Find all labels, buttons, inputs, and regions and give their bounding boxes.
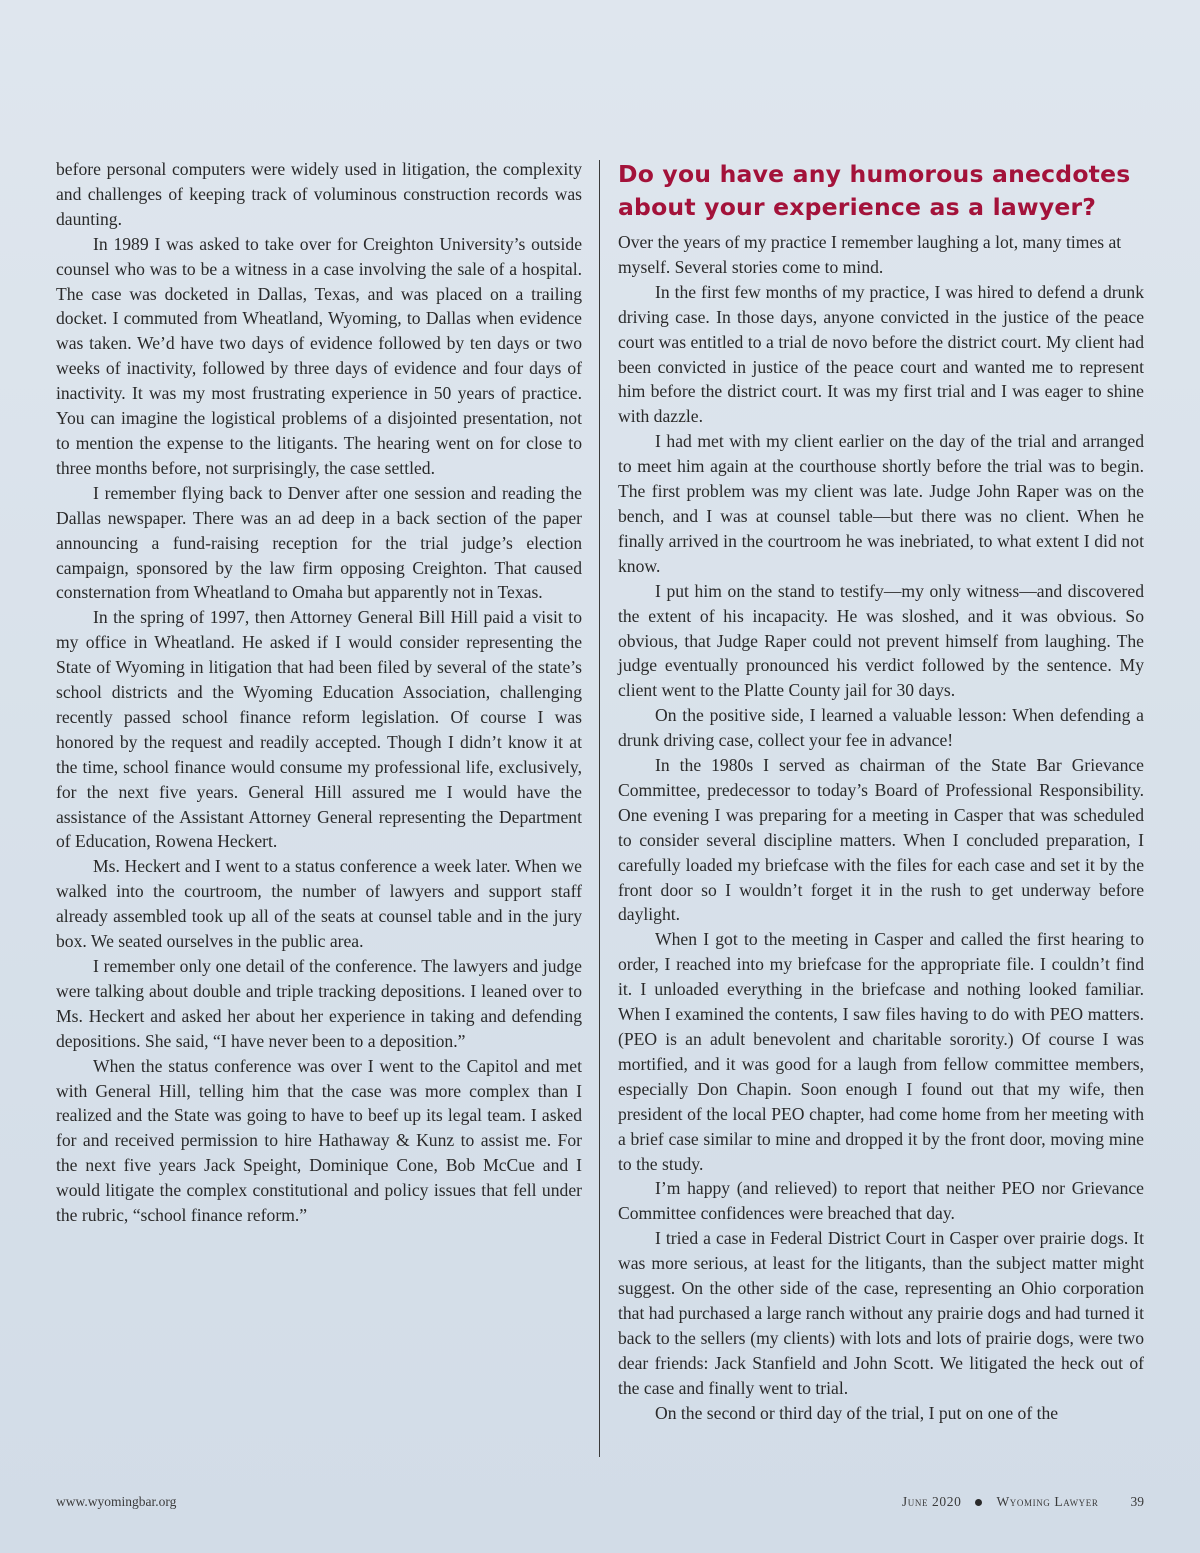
paragraph: I’m happy (and relieved) to report that neither PEO nor Grievance Committee confidences were breached that day. xyxy=(618,1178,1144,1224)
paragraph: before personal computers were widely used in litigation, the complexity and challenges of keeping track of voluminous construction records was daunting. xyxy=(56,159,582,229)
paragraph: On the positive side, I learned a valuable lesson: When defending a drunk driving case, collect your fee in advance! xyxy=(618,705,1144,751)
paragraph: When I got to the meeting in Casper and called the first hearing to order, I reached into my briefcase for the appropriate file. I couldn’t find it. I unloaded everything in the briefcase and nothing looked familiar. When I examined the contents, I saw files having to do with PEO matters. (PEO is an adult benevolent and charitable sorority.) Of course I was mortified, and it was good for a laugh from fellow committee members, especially Don Chapin. Soon enough I found out that my wife, then president of the local PEO chapter, had come home from her meeting with a brief case similar to mine and dropped it by the front door, moving mine to the study. xyxy=(618,929,1144,1174)
footer-date: June 2020 xyxy=(901,1494,962,1509)
paragraph: In the spring of 1997, then Attorney General Bill Hill paid a visit to my office in Wheatland. He asked if I would consider representing the State of Wyoming in litigation that had been filed by several of the state’s school districts and the Wyoming Education Association, challenging recently passed school finance reform legislation. Of course I was honored by the request and readily accepted. Though I didn’t know it at the time, school finance would consume my professional life, exclusively, for the next five years. General Hill assured me I would have the assistance of the Assistant Attorney General representing the Department of Education, Rowena Heckert. xyxy=(56,607,582,852)
right-column xyxy=(618,157,1144,1426)
paragraph: On the second or third day of the trial, I put on one of the xyxy=(655,1402,1059,1423)
section-heading: Do you have any humorous anecdotes about your experience as a lawyer? xyxy=(618,160,1131,221)
paragraph: Ms. Heckert and I went to a status conference a week later. When we walked into the courtroom, the number of lawyers and support staff already assembled took up all of the seats at counsel table and in the jury box. We seated ourselves in the public area. xyxy=(56,856,582,952)
left-column xyxy=(56,157,582,1228)
paragraph: When the status conference was over I went to the Capitol and met with General Hill, telling him that the case was more complex than I realized and the State was going to have to beef up its legal team. I asked for and received permission to hire Hathaway & Kunz to assist me. For the next five years Jack Speight, Dominique Cone, Bob McCue and I would litigate the complex constitutional and policy issues that fell under the rubric, “school finance reform.” xyxy=(56,1055,582,1226)
paragraph: Over the years of my practice I remember laughing a lot, many times at myself. Several stories come to mind. xyxy=(618,232,1122,277)
paragraph: I remember only one detail of the conference. The lawyers and judge were talking about double and triple tracking depositions. I leaned over to Ms. Heckert and asked her about her experience in taking and defending depositions. She said, “I have never been to a deposition.” xyxy=(56,956,582,1051)
paragraph: In the 1980s I served as chairman of the State Bar Grievance Committee, predecessor to today’s Board of Professional Responsibility. One evening I was preparing for a meeting in Casper that was scheduled to consider several discipline matters. When I concluded preparation, I carefully loaded my briefcase with the files for each case and set it by the front door so I wouldn’t forget it in the rush to get underway before daylight. xyxy=(618,755,1144,925)
footer-publication: Wyoming Lawyer xyxy=(996,1494,1099,1509)
page-number: 39 xyxy=(1130,1494,1144,1509)
footer-info xyxy=(902,1494,1144,1510)
paragraph: In 1989 I was asked to take over for Creighton University’s outside counsel who was to be a witness in a case involving the sale of a hospital. The case was docketed in Dallas, Texas, and was placed on a trailing docket. I commuted from Wheatland, Wyoming, to Dallas when evidence was taken. We’d have two days of evidence followed by ten days or two weeks of inactivity, followed by three days of evidence and four days of inactivity. It was my most frustrating experience in 50 years of practice. You can imagine the logistical problems of a disjointed presentation, not to mention the expense to the litigants. The hearing went on for close to three months before, not surprisingly, the case settled. xyxy=(56,233,582,478)
paragraph: I had met with my client earlier on the day of the trial and arranged to meet him again at the courthouse shortly before the trial was to begin. The first problem was my client was late. Judge John Raper was on the bench, and I was at counsel table—but there was no client. When he finally arrived in the courtroom he was inebriated, to what extent I did not know. xyxy=(618,431,1144,576)
paragraph: I tried a case in Federal District Court in Casper over prairie dogs. It was more serious, at least for the litigants, than the subject matter might suggest. On the other side of the case, representing an Ohio corporation that had purchased a large ranch without any prairie dogs and had turned it back to the sellers (my clients) with lots and lots of prairie dogs, were two dear friends: Jack Stanfield and John Scott. We litigated the heck out of the case and finally went to trial. xyxy=(618,1228,1144,1398)
column-divider xyxy=(599,160,600,1457)
paragraph: In the first few months of my practice, I was hired to defend a drunk driving case. In those days, anyone convicted in the justice of the peace court was entitled to a trial de novo before the district court. My client had been convicted in justice of the peace court and wanted me to represent him before the district court. It was my first trial and I was eager to shine with dazzle. xyxy=(618,281,1144,427)
footer-website: www.wyomingbar.org xyxy=(56,1494,177,1509)
bullet-separator-icon xyxy=(975,1499,982,1506)
paragraph: I put him on the stand to testify—my only witness—and discovered the extent of his incapacity. He was sloshed, and it was obvious. So obvious, that Judge Raper could not prevent himself from laughing. The judge eventually pronounced his verdict followed by the sentence. My client went to the Platte County jail for 30 days. xyxy=(618,580,1144,701)
paragraph: I remember flying back to Denver after one session and reading the Dallas newspaper. There was an ad deep in a back section of the paper announcing a fund-raising reception for the trial judge’s election campaign, sponsored by the law firm opposing Creighton. That caused consternation from Wheatland to Omaha but apparently not in Texas. xyxy=(56,482,582,603)
